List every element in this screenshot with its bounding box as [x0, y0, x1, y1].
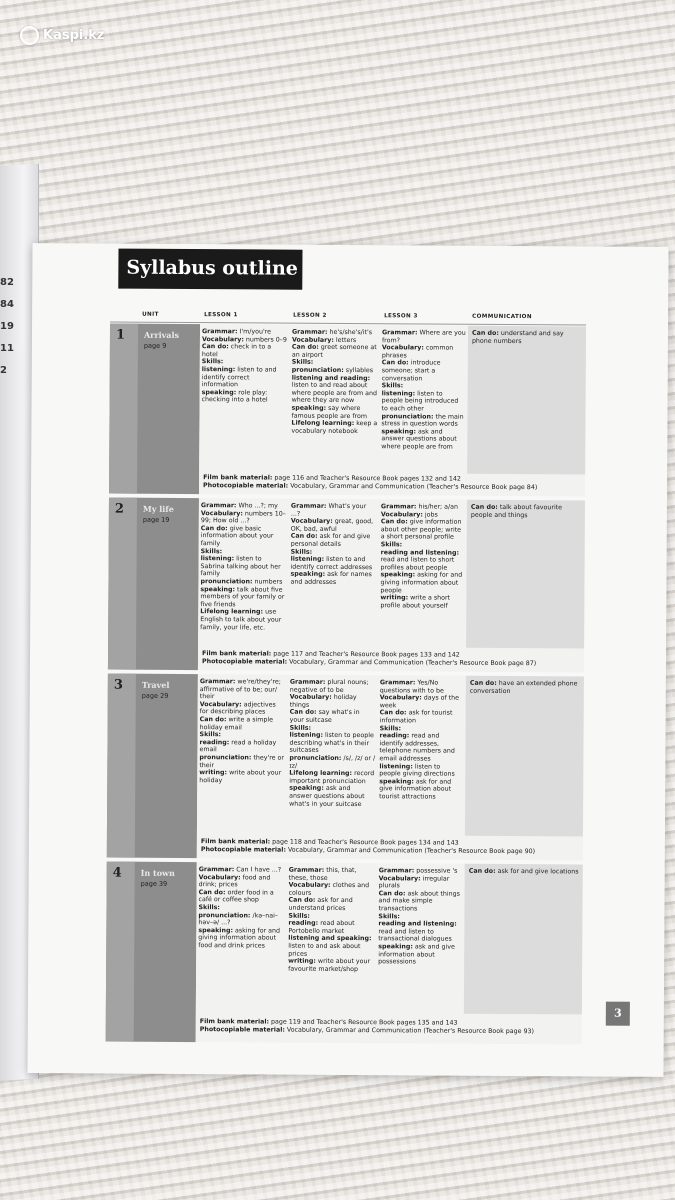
- footer-line: Film bank material: page 117 and Teacher's Resource Book pages 133 and 142: [202, 650, 460, 659]
- lesson-line: reading: read about Portobello market: [288, 919, 355, 935]
- footer-line: Photocopiable material: Vocabulary, Grammar and Communication (Teacher's Resource Book page 93): [199, 1025, 534, 1035]
- lesson-line: Vocabulary: holiday things: [289, 693, 357, 709]
- unit-3-number-box: [107, 674, 136, 858]
- lesson-line: Skills:: [201, 358, 224, 366]
- unit-4-number-box: [106, 862, 135, 1042]
- lesson-line: listening: listen to and identify correct addresses: [290, 555, 373, 571]
- watermark: [20, 26, 105, 45]
- syllabus-table: [106, 306, 587, 1051]
- lesson-line: Grammar: Yes/No questions with to be: [379, 679, 444, 695]
- lesson-line: Can do: ask about things and make simple transactions: [378, 889, 460, 913]
- lesson-line: pronunciation: syllables: [291, 366, 374, 375]
- lesson-line: listening: listen to people giving directions: [379, 762, 455, 778]
- lesson-line: Skills:: [288, 912, 310, 920]
- lesson-line: Grammar: his/her; a/an: [380, 503, 459, 511]
- lesson-line: Skills:: [380, 541, 403, 549]
- header-unit: UNIT: [142, 311, 159, 318]
- lesson-line: Vocabulary: days of the week: [379, 694, 460, 710]
- unit-2-footer: [202, 650, 536, 667]
- unit-2-lesson2: [290, 503, 377, 587]
- lesson-line: Skills:: [378, 912, 400, 920]
- lesson-line: Can do: ask for and give locations: [468, 867, 579, 876]
- unit-2-number: 2: [114, 501, 125, 517]
- lesson-line: Can do: write a simple holiday email: [199, 716, 274, 731]
- unit-4-lesson2: [288, 867, 375, 974]
- lesson-line: Can do: check in to a hotel: [201, 343, 272, 358]
- lesson-line: Skills:: [200, 547, 223, 555]
- lesson-line: Grammar: Can I have ...?: [198, 866, 282, 874]
- lesson-line: Can do: give basic information about your family: [200, 524, 274, 548]
- lesson-line: speaking: talk about five members of your family or five friends: [200, 585, 285, 609]
- page-title: Syllabus outline: [126, 256, 298, 280]
- unit-1-band: [109, 324, 200, 495]
- header-lesson1: LESSON 1: [204, 312, 238, 319]
- lesson-line: Skills:: [379, 724, 402, 732]
- lesson-line: reading and listening: read and listen to short profiles about people: [380, 548, 460, 572]
- page-number: 3: [606, 1002, 630, 1026]
- lesson-line: Can do: order food in a café or coffee shop: [198, 888, 274, 904]
- unit-4-lessons: [196, 862, 583, 1044]
- header-lesson3: LESSON 3: [384, 313, 418, 320]
- lesson-line: Vocabulary: great, good, OK, bad, awful: [290, 517, 374, 533]
- unit-3-lesson1: [199, 678, 286, 785]
- lesson-line: writing: write about your holiday: [199, 769, 282, 784]
- lesson-line: Skills:: [199, 731, 222, 739]
- unit-3-lessons: [197, 674, 584, 860]
- header-communication: COMMUNICATION: [472, 313, 532, 321]
- lesson-line: Vocabulary: adjectives for describing places: [199, 700, 276, 716]
- lesson-line: Grammar: we're/they're; affirmative of to be; our/ their: [199, 678, 281, 701]
- lesson-line: speaking: say where famous people are from: [291, 404, 368, 420]
- lesson-line: listening: listen to Sabrina talking about her family: [200, 555, 281, 578]
- lesson-line: Vocabulary: common phrases: [381, 344, 454, 360]
- footer-line: Photocopiable material: Vocabulary, Grammar and Communication (Teacher's Resource Book page 87): [201, 657, 537, 667]
- left-page-number: 19: [0, 321, 14, 332]
- lesson-line: Grammar: possessive 's: [378, 867, 458, 875]
- lesson-line: Can do: introduce someone; start a conversation: [381, 359, 441, 383]
- lesson-line: writing: write a short profile about yourself: [380, 594, 451, 610]
- lesson-line: listening and reading: listen to and read about where people are from and where they are now: [291, 374, 378, 405]
- unit-4-communication-bg: [464, 864, 583, 1015]
- lesson-line: listening: listen to people describing what's in their suitcases: [289, 731, 374, 755]
- unit-3-band: [107, 674, 198, 859]
- footer-line: Photocopiable material: Vocabulary, Grammar and Communication (Teacher's Resource Book page 84): [203, 481, 538, 491]
- unit-1-communication-bg: [467, 326, 586, 475]
- lesson-line: reading: read a holiday email: [199, 738, 277, 754]
- watermark-text: Kaspi.kz: [43, 28, 105, 43]
- unit-4-communication: [469, 868, 581, 876]
- lesson-line: speaking: ask for names and addresses: [290, 570, 372, 586]
- lesson-line: speaking: ask and answer questions about where people are from: [381, 427, 457, 451]
- unit-1-page: page 9: [143, 341, 167, 350]
- unit-3-lesson3: [379, 679, 464, 801]
- lesson-line: Grammar: he's/she's/it's: [291, 328, 373, 337]
- unit-4-lesson3: [378, 867, 463, 966]
- header-lesson2: LESSON 2: [293, 312, 327, 319]
- lesson-line: Can do: talk about favourite people and things: [470, 503, 563, 519]
- unit-4-footer: [200, 1018, 534, 1035]
- unit-2-lessons: [198, 498, 585, 672]
- unit-2-communication-bg: [466, 500, 585, 649]
- unit-4-name: In town: [140, 867, 175, 878]
- left-page-number: 11: [0, 343, 14, 354]
- lesson-line: Vocabulary: food and drink; prices: [198, 873, 271, 889]
- lesson-line: Vocabulary: jobs: [380, 510, 438, 519]
- lesson-line: Skills:: [291, 359, 314, 367]
- unit-1-footer: [203, 474, 537, 491]
- lesson-line: speaking: ask for and give information about tourist attractions: [379, 777, 452, 801]
- lesson-line: pronunciation: numbers: [200, 578, 283, 586]
- lesson-line: Skills:: [290, 548, 313, 556]
- footer-line: Film bank material: page 116 and Teacher's Resource Book pages 132 and 142: [203, 474, 461, 483]
- lesson-line: Grammar: this, that, these, those: [288, 866, 357, 882]
- unit-4-number: 4: [112, 865, 122, 881]
- unit-2-band: [108, 498, 199, 671]
- unit-1-communication: [472, 330, 584, 346]
- unit-4-lesson1: [198, 866, 285, 950]
- lesson-line: Vocabulary: numbers 0–9: [201, 335, 287, 344]
- left-page-number: 2: [0, 365, 7, 376]
- lesson-line: Can do: greet someone at an airport: [291, 343, 377, 359]
- unit-2-lesson3: [380, 503, 465, 610]
- unit-1-lessons: [199, 324, 586, 496]
- book-page: [27, 243, 668, 1077]
- title-bar: [118, 249, 302, 290]
- lesson-line: Can do: ask for and understand prices: [288, 897, 353, 912]
- lesson-line: listening: listen to and identify correct information: [201, 366, 277, 389]
- unit-3-page: page 29: [141, 691, 169, 700]
- unit-3-communication: [470, 680, 582, 696]
- kaspi-logo-icon: [20, 26, 39, 45]
- lesson-line: Grammar: Who ...?; my: [200, 502, 278, 510]
- lesson-line: Can do: understand and say phone numbers: [471, 329, 564, 345]
- lesson-line: listening and speaking: listen to and ask about prices: [288, 934, 372, 958]
- lesson-line: speaking: ask and give information about possessions: [378, 943, 455, 966]
- lesson-line: speaking: role play: checking into a hotel: [201, 388, 268, 404]
- lesson-line: Can do: say what's in your suitcase: [289, 709, 360, 724]
- unit-1-name: Arrivals: [143, 329, 180, 340]
- lesson-line: Grammar: Where are you from?: [381, 329, 466, 344]
- unit-3-communication-bg: [465, 676, 584, 837]
- unit-1-lesson3: [381, 329, 466, 451]
- lesson-line: Skills:: [289, 724, 312, 732]
- unit-1-number: 1: [115, 327, 126, 343]
- unit-1-lesson1: [202, 328, 288, 404]
- lesson-line: Vocabulary: irregular plurals: [378, 874, 450, 890]
- lesson-line: Skills:: [381, 382, 404, 390]
- lesson-line: Can do: give information about other people; write a short personal profile: [380, 518, 462, 542]
- unit-4-band: [106, 862, 197, 1043]
- unit-3-footer: [201, 838, 535, 855]
- lesson-line: pronunciation: they're or their: [199, 754, 285, 769]
- lesson-line: Can do: have an extended phone conversation: [469, 679, 578, 695]
- footer-line: Photocopiable material: Vocabulary, Grammar and Communication (Teacher's Resource Book page 90): [200, 845, 536, 855]
- unit-2-communication: [471, 504, 583, 520]
- lesson-line: Vocabulary: letters: [291, 336, 357, 344]
- lesson-line: Grammar: I'm/you're: [201, 328, 272, 336]
- lesson-line: speaking: asking for and giving information about people: [380, 571, 463, 594]
- lesson-line: reading: read and identify addresses, telephone numbers and email addresses: [379, 732, 455, 763]
- unit-2-number-box: [108, 498, 137, 670]
- unit-2-page: page 19: [142, 515, 170, 524]
- left-page-numbers: [0, 272, 14, 382]
- lesson-line: Vocabulary: numbers 10–99; How old ...?: [200, 509, 286, 525]
- lesson-line: reading and listening: read and listen to transactional dialogues: [378, 920, 457, 943]
- left-page-number: 84: [0, 299, 14, 310]
- lesson-line: writing: write about your favourite market/shop: [288, 957, 371, 973]
- lesson-line: listening: listen to people being introduced to each other: [381, 389, 459, 413]
- unit-4-page: page 39: [140, 879, 168, 888]
- lesson-line: speaking: ask and answer questions about what's in your suitcase: [289, 784, 365, 808]
- lesson-line: pronunciation: /s/, /z/ or /ɪz/: [289, 754, 376, 770]
- unit-2-name: My life: [142, 503, 174, 514]
- lesson-line: Vocabulary: clothes and colours: [288, 881, 370, 897]
- unit-1-number-box: [109, 324, 138, 494]
- footer-line: Film bank material: page 118 and Teacher's Resource Book pages 134 and 143: [200, 838, 459, 847]
- lesson-line: Can do: ask for and give personal details: [290, 533, 371, 548]
- lesson-line: Lifelong learning: use English to talk about your family, your life, etc.: [200, 608, 282, 631]
- unit-1-lesson2: [291, 329, 378, 436]
- lesson-line: Grammar: What's your ...?: [290, 502, 367, 518]
- unit-3-name: Travel: [141, 679, 170, 690]
- unit-3-lesson2: [289, 679, 376, 809]
- lesson-line: Skills:: [198, 904, 220, 912]
- unit-3-number: 3: [113, 677, 123, 693]
- lesson-line: Lifelong learning: keep a vocabulary notebook: [291, 419, 378, 435]
- lesson-line: pronunciation: the main stress in question words: [381, 412, 464, 428]
- lesson-line: speaking: asking for and giving information about food and drink prices: [198, 926, 281, 950]
- lesson-line: Grammar: plural nouns; negative of to be: [289, 678, 369, 694]
- footer-line: Film bank material: page 119 and Teacher's Resource Book pages 135 and 143: [199, 1018, 458, 1027]
- lesson-line: pronunciation: /kə–nai–həv–ə/ ...?: [198, 911, 279, 927]
- lesson-line: Can do: ask for tourist information: [379, 709, 453, 725]
- lesson-line: Lifelong learning: record important pronunciation: [289, 769, 375, 785]
- left-page-number: 82: [0, 277, 14, 288]
- unit-2-lesson1: [200, 502, 287, 632]
